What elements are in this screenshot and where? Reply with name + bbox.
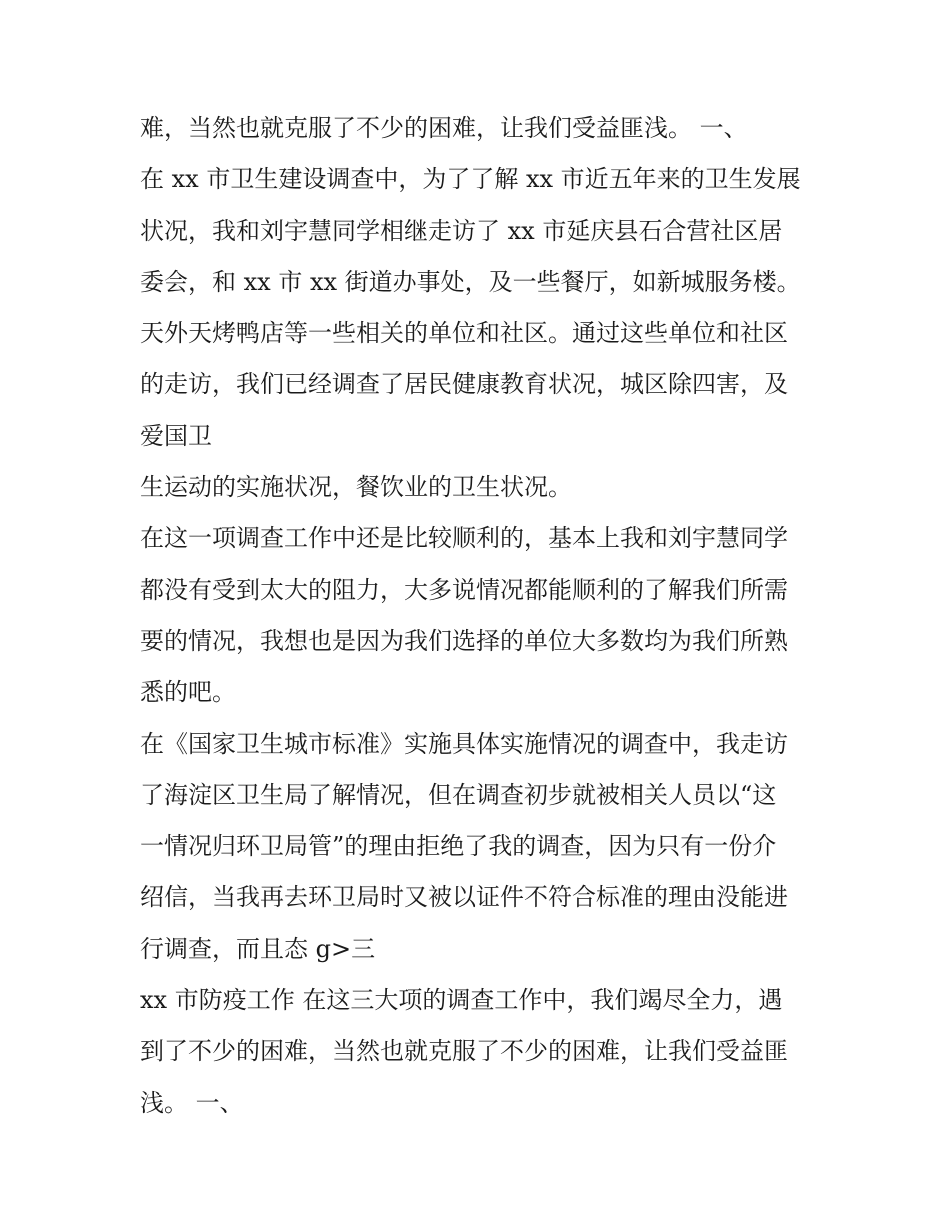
text-line: 浅。 一、 [140, 1088, 244, 1117]
text-line: 在 xx 市卫生建设调查中，为了了解 xx 市近五年来的卫生发展 [140, 165, 801, 194]
text-line: 了海淀区卫生局了解情况，但在调查初步就被相关人员以“这 [140, 780, 777, 809]
text-line: 悉的吧。 [140, 678, 236, 707]
text-line: 天外天烤鸭店等一些相关的单位和社区。通过这些单位和社区 [140, 319, 788, 348]
text-line: 行调查，而且态 g>三 [140, 934, 376, 963]
text-line: xx 市防疫工作 在这三大项的调查工作中，我们竭尽全力，遇 [140, 986, 783, 1015]
text-line: 在《国家卫生城市标准》实施具体实施情况的调查中，我走访 [140, 729, 788, 758]
text-line: 在这一项调查工作中还是比较顺利的，基本上我和刘宇慧同学 [140, 524, 788, 553]
text-line: 到了不少的困难，当然也就克服了不少的困难，让我们受益匪 [140, 1037, 788, 1066]
text-line: 一情况归环卫局管”的理由拒绝了我的调查，因为只有一份介 [140, 832, 777, 861]
text-line: 委会，和 xx 市 xx 街道办事处，及一些餐厅，如新城服务楼。 [140, 267, 801, 296]
text-line: 状况，我和刘宇慧同学相继走访了 xx 市延庆县石合营社区居 [140, 216, 783, 245]
text-line: 爱国卫 [140, 421, 212, 450]
text-line: 要的情况，我想也是因为我们选择的单位大多数均为我们所熟 [140, 626, 788, 655]
text-line: 难，当然也就克服了不少的困难，让我们受益匪浅。 一、 [140, 114, 748, 142]
text-line: 绍信，当我再去环卫局时又被以证件不符合标准的理由没能进 [140, 883, 788, 912]
text-line: 的走访，我们已经调查了居民健康教育状况，城区除四害，及 [140, 370, 788, 399]
text-line: 都没有受到太大的阻力，大多说情况都能顺利的了解我们所需 [140, 575, 788, 604]
document-body [140, 103, 820, 1129]
text-line: 生运动的实施状况，餐饮业的卫生状况。 [140, 473, 572, 502]
